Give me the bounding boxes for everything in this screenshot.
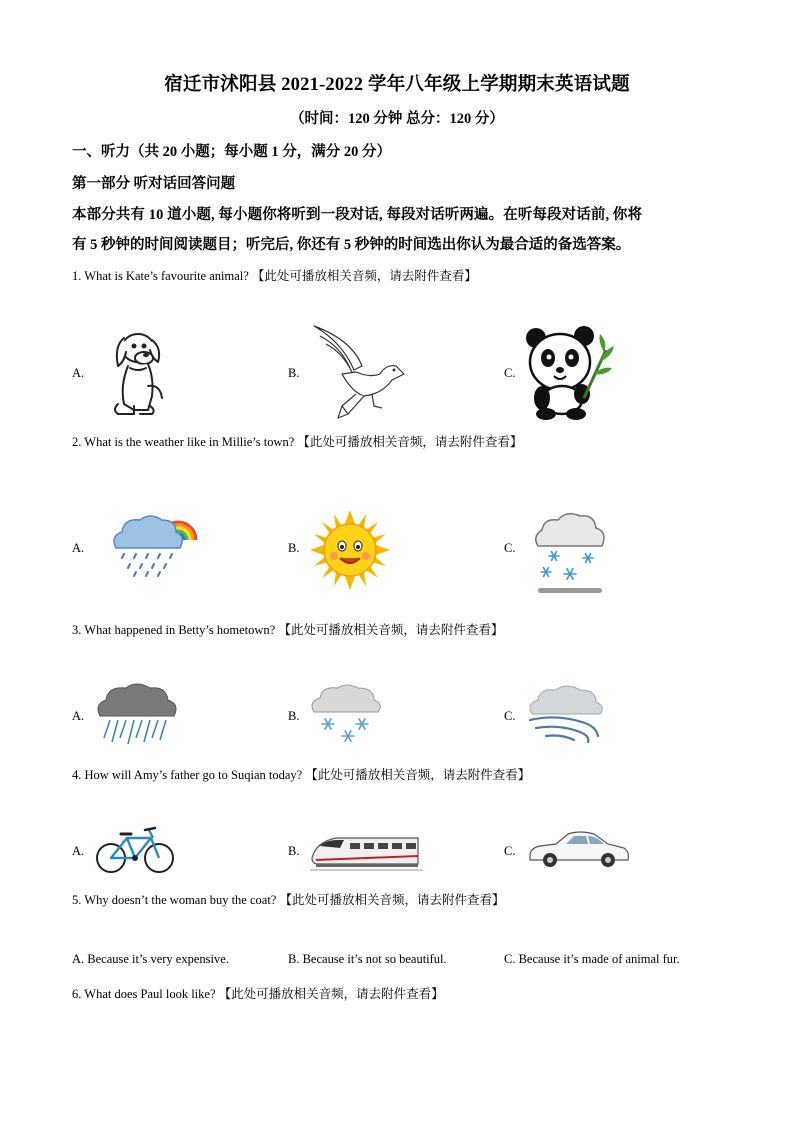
bicycle-icon [95,824,177,881]
question-6: 6. What does Paul look like? 【此处可播放相关音频，请去附件查看】 [72,987,444,1001]
q1-option-c-label[interactable]: C. [504,366,516,380]
question-1: 1. What is Kate’s favourite animal? 【此处可播放相关音频，请去附件查看】 [72,269,477,283]
q4-option-a-label[interactable]: A. [72,844,85,858]
instructions-line-1: 本部分共有 10 道小题, 每小题你将听到一段对话, 每段对话听两遍。在听每段对话前, 你将 [72,207,643,223]
heavy-rain-icon [96,682,178,753]
q5-option-b[interactable]: B. Because it’s not so beautiful. [288,952,447,966]
question-5: 5. Why doesn’t the woman buy the coat? 【此处可播放相关音频，请去附件查看】 [72,893,505,907]
section-heading: 一、听力（共 20 小题；每小题 1 分，满分 20 分） [72,144,391,160]
windy-cloud-icon [526,684,608,751]
question-4: 4. How will Amy’s father go to Suqian today? 【此处可播放相关音频，请去附件查看】 [72,768,531,782]
question-3: 3. What happened in Betty’s hometown? 【此处可播放相关音频，请去附件查看】 [72,623,504,637]
q3-option-b-label[interactable]: B. [288,709,300,723]
question-2: 2. What is the weather like in Millie’s town? 【此处可播放相关音频，请去附件查看】 [72,435,523,449]
q2-option-b-label[interactable]: B. [288,541,300,555]
q1-option-b-label[interactable]: B. [288,366,300,380]
q1-option-a-label[interactable]: A. [72,366,85,380]
page-title: 宿迁市沭阳县 2021-2022 学年八年级上学期期末英语试题 [164,75,630,95]
dove-icon [312,322,408,427]
instructions-line-2: 有 5 秒钟的时间阅读题目；听完后, 你还有 5 秒钟的时间选出你认为最合适的备选答案。 [72,237,631,253]
q4-option-b-label[interactable]: B. [288,844,300,858]
panda-icon [522,322,618,425]
snow-cloud-icon [532,510,608,601]
part-heading: 第一部分 听对话回答问题 [72,176,236,192]
q2-option-a-label[interactable]: A. [72,541,85,555]
exam-time-info: （时间：120 分钟 总分：120 分） [290,111,504,127]
q5-option-c[interactable]: C. Because it’s made of animal fur. [504,952,680,966]
snowflake-cloud-icon [310,684,382,753]
rain-rainbow-icon [110,512,200,583]
dog-icon [104,326,166,423]
q3-option-a-label[interactable]: A. [72,709,85,723]
sun-icon [310,510,390,595]
q5-option-a[interactable]: A. Because it’s very expensive. [72,952,229,966]
car-icon [528,830,630,875]
q3-option-c-label[interactable]: C. [504,709,516,723]
train-icon [310,832,422,877]
q4-option-c-label[interactable]: C. [504,844,516,858]
q2-option-c-label[interactable]: C. [504,541,516,555]
